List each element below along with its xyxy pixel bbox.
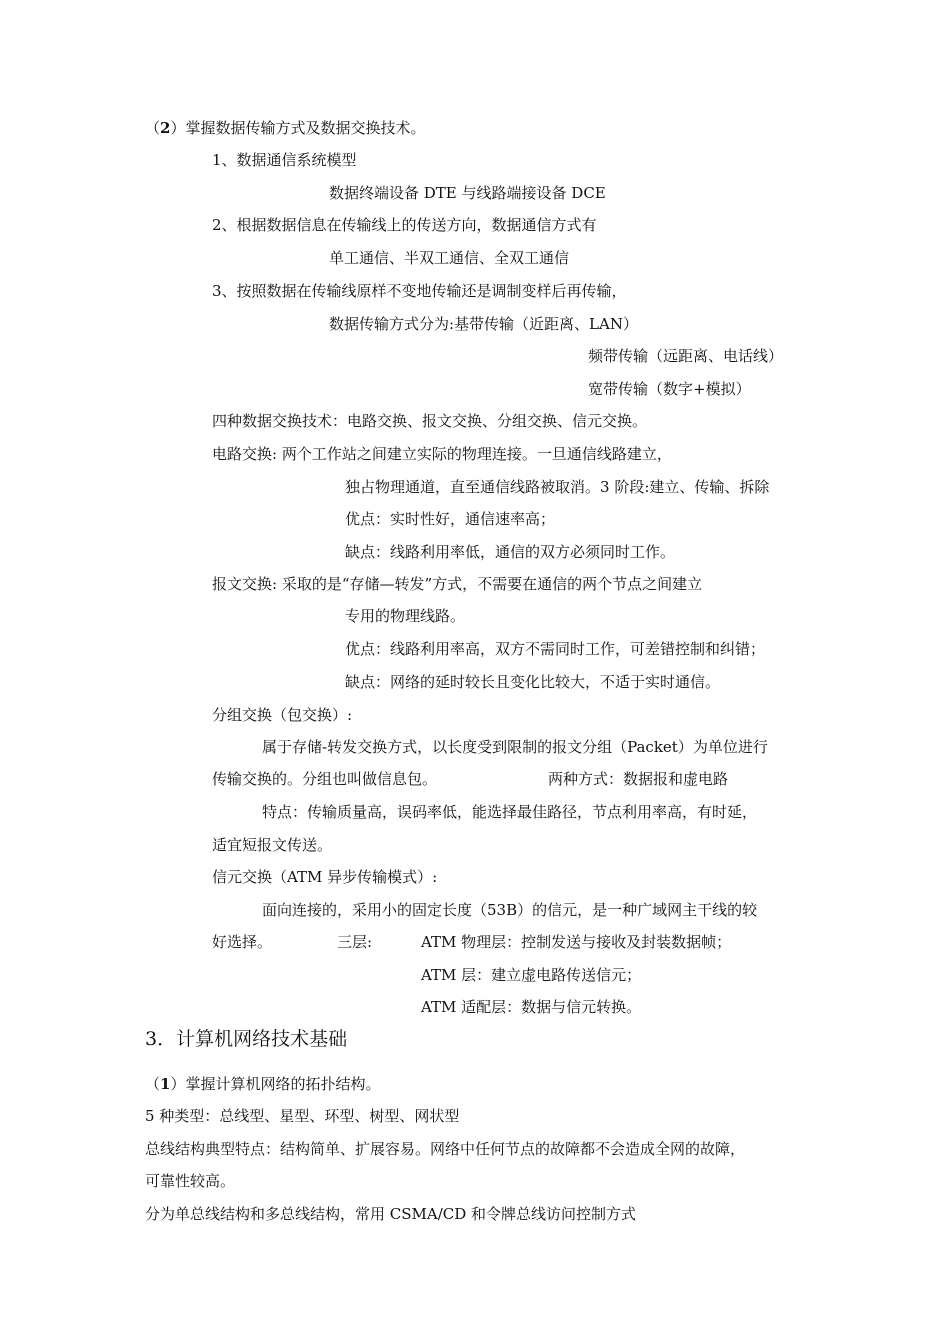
atm-layer: ATM 层：建立虚电路传送信元； xyxy=(421,966,642,984)
atm-physical-layer: ATM 物理层：控制发送与接收及封装数据帧； xyxy=(421,933,732,951)
packet-switching-title: 分组交换（包交换）: xyxy=(212,706,353,724)
message-switching-cons: 缺点：网络的延时较长且变化比较大，不适于实时通信。 xyxy=(345,673,721,691)
packet-switching-para-2b: 适宜短报文传送。 xyxy=(212,836,333,854)
item-2-detail: 单工通信、半双工通信、全双工通信 xyxy=(329,249,570,267)
section-3-title: 3．计算机网络技术基础 xyxy=(145,1028,348,1050)
topology-types: 5 种类型：总线型、星型、环型、树型、网状型 xyxy=(145,1107,460,1125)
circuit-switching-pros: 优点：实时性好，通信速率高； xyxy=(345,510,556,528)
item-3-detail-broadband: 宽带传输（数字+模拟） xyxy=(588,380,751,398)
heading-number: 2 xyxy=(160,119,171,137)
cell-switching-layers-label: 三层: xyxy=(337,933,373,951)
cell-switching-para-1a: 面向连接的，采用小的固定长度（53B）的信元，是一种广域网主干线的较 xyxy=(262,901,758,919)
circuit-switching-line-2: 独占物理通道，直至通信线路被取消。3 阶段:建立、传输、拆除 xyxy=(345,478,770,496)
message-switching-pros: 优点：线路利用率高，双方不需同时工作，可差错控制和纠错； xyxy=(345,640,766,658)
item-1-detail: 数据终端设备 DTE 与线路端接设备 DCE xyxy=(329,184,606,202)
cell-switching-para-1b: 好选择。 xyxy=(212,933,273,951)
subheading-paren-open: （ xyxy=(145,1075,161,1093)
bus-structure-line-2: 可靠性较高。 xyxy=(145,1172,236,1190)
section-3-subheading xyxy=(145,1074,380,1094)
section-2-heading xyxy=(145,118,425,138)
item-3-detail-baseband: 数据传输方式分为:基带传输（近距离、LAN） xyxy=(329,315,638,333)
bus-structure-line-1: 总线结构典型特点：结构简单、扩展容易。网络中任何节点的故障都不会造成全网的故障， xyxy=(145,1140,746,1158)
cell-switching-title: 信元交换（ATM 异步传输模式）: xyxy=(212,868,438,886)
item-3-detail-frequency: 频带传输（远距离、电话线） xyxy=(588,347,784,365)
subheading-text: ）掌握计算机网络的拓扑结构。 xyxy=(170,1075,381,1093)
packet-switching-para-2a: 特点：传输质量高，误码率低，能选择最佳路径，节点利用率高，有时延， xyxy=(262,803,758,821)
packet-switching-modes: 两种方式：数据报和虚电路 xyxy=(548,770,729,788)
subheading-number: 1 xyxy=(160,1075,171,1093)
circuit-switching-cons: 缺点：线路利用率低，通信的双方必须同时工作。 xyxy=(345,543,676,561)
packet-switching-para-1b: 传输交换的。分组也叫做信息包。 xyxy=(212,770,438,788)
bus-structure-line-3: 分为单总线结构和多总线结构，常用 CSMA/CD 和令牌总线访问控制方式 xyxy=(145,1205,637,1223)
circuit-switching-line-1: 电路交换: 两个工作站之间建立实际的物理连接。一旦通信线路建立， xyxy=(212,445,672,463)
message-switching-line-2: 专用的物理线路。 xyxy=(345,607,466,625)
four-switching-techniques: 四种数据交换技术：电路交换、报文交换、分组交换、信元交换。 xyxy=(212,412,648,430)
atm-adaptation-layer: ATM 适配层：数据与信元转换。 xyxy=(421,998,642,1016)
heading-paren-open: （ xyxy=(145,119,161,137)
message-switching-line-1: 报文交换: 采取的是“存储—转发”方式，不需要在通信的两个节点之间建立 xyxy=(212,575,703,593)
item-2-title: 2、根据数据信息在传输线上的传送方向，数据通信方式有 xyxy=(212,216,597,234)
packet-switching-para-1a: 属于存储-转发交换方式，以长度受到限制的报文分组（Packet）为单位进行 xyxy=(262,738,768,756)
item-3-title: 3、按照数据在传输线原样不变地传输还是调制变样后再传输， xyxy=(212,282,627,300)
heading-text: ）掌握数据传输方式及数据交换技术。 xyxy=(170,119,426,137)
item-1-title: 1、数据通信系统模型 xyxy=(212,151,357,169)
